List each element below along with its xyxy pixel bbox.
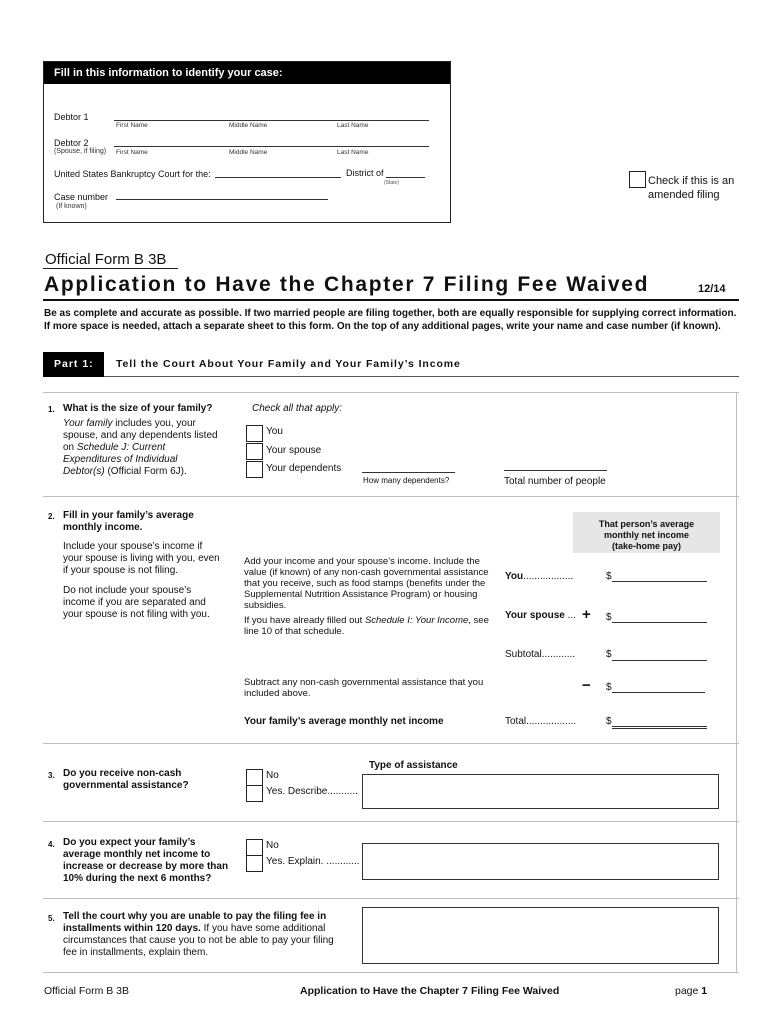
form-label-underline <box>43 268 178 269</box>
q4-question-line1: Do you expect your family’s <box>63 837 196 848</box>
footer-page <box>675 985 707 997</box>
title-rule <box>43 299 739 301</box>
you-label: You <box>266 426 283 437</box>
q2-subtract-line2: included above. <box>244 688 311 699</box>
q1-desc-on: on <box>63 442 77 453</box>
q4-no-label: No <box>266 840 279 851</box>
q2-add-line2: value (if known) of any non-cash governmental assistance <box>244 567 489 578</box>
part1-title: Tell the Court About Your Family and Your Family’s Income <box>116 358 461 370</box>
q4-yes-checkbox[interactable] <box>246 855 263 872</box>
q4-yes-label <box>266 856 360 868</box>
dependents-label: Your dependents <box>266 463 342 474</box>
q2-include-line3: if your spouse is not filing. <box>63 565 179 576</box>
part1-rule <box>104 376 739 377</box>
q4-no-checkbox[interactable] <box>246 839 263 856</box>
amended-filing-checkbox[interactable] <box>629 171 646 188</box>
q2-include-line1: Include your spouse’s income if <box>63 541 203 552</box>
form-label: Official Form B 3B <box>45 251 167 268</box>
total-dots: .................. <box>526 716 577 727</box>
state-hint: (State) <box>384 180 400 186</box>
q1-desc-form: (Official Form 6J). <box>104 466 187 477</box>
total-label <box>505 716 576 728</box>
q5-question-line3: circumstances that cause you to not be able to pay your filing <box>63 935 334 946</box>
minus-sign: − <box>582 677 591 694</box>
q2-schedule-post: , see <box>468 615 489 626</box>
q5-question-rest: If you have some additional <box>200 923 326 934</box>
subtotal-dots: ............ <box>541 649 576 660</box>
district-field[interactable] <box>386 177 425 178</box>
you-income-dots: .................. <box>523 571 574 582</box>
footer-page-label: page <box>675 985 699 997</box>
unable-to-pay-explanation-box[interactable] <box>362 907 719 964</box>
income-change-explanation-box[interactable] <box>362 843 719 880</box>
q5-number: 5. <box>48 914 55 923</box>
you-income-word: You <box>505 571 524 582</box>
spouse-income-field[interactable] <box>612 622 707 623</box>
subtotal-dollar-sign: $ <box>606 649 612 660</box>
total-word: Total <box>505 716 527 727</box>
q2-schedule-line1 <box>244 615 489 627</box>
total-people-field[interactable] <box>504 470 607 471</box>
spouse-income-word: Your spouse <box>505 610 565 621</box>
debtor1-middle-name-hint: Middle Name <box>229 122 268 129</box>
spouse-checkbox[interactable] <box>246 443 263 460</box>
q2-schedule-em: Schedule I: Your Income <box>364 615 469 626</box>
q1-question: What is the size of your family? <box>63 403 213 414</box>
q5-question-line1: Tell the court why you are unable to pay the filing fee in <box>63 911 327 922</box>
part1-label: Part 1: <box>43 352 104 377</box>
how-many-dependents-field[interactable] <box>362 472 455 473</box>
q5-right-rule <box>736 898 737 972</box>
q3-yes-checkbox[interactable] <box>246 785 263 802</box>
q3-number: 3. <box>48 771 55 780</box>
q3-top-rule <box>43 743 739 744</box>
debtor1-name-field[interactable] <box>114 120 429 121</box>
q4-question-line3: increase or decrease by more than <box>63 861 229 872</box>
q2-add-line5: subsidies. <box>244 600 287 611</box>
debtor1-last-name-hint: Last Name <box>337 122 369 129</box>
net-income-header-line3: (take-home pay) <box>611 541 682 551</box>
q4-number: 4. <box>48 840 55 849</box>
q3-question-line1: Do you receive non-cash <box>63 768 182 779</box>
q3-yes-label <box>266 786 358 798</box>
plus-sign: + <box>582 606 591 623</box>
footer-title: Application to Have the Chapter 7 Filing Fee Waived <box>300 985 560 997</box>
type-of-assistance-header: Type of assistance <box>369 760 458 771</box>
dependents-checkbox[interactable] <box>246 461 263 478</box>
q3-yes-dots: ........... <box>327 786 358 797</box>
you-dollar-sign: $ <box>606 571 612 582</box>
court-field[interactable] <box>215 177 341 178</box>
q2-add-line3: that you receive, such as food stamps (benefits under the <box>244 578 486 589</box>
q3-no-checkbox[interactable] <box>246 769 263 786</box>
q2-top-rule <box>43 496 739 497</box>
spouse-income-dots: ... <box>567 610 576 621</box>
debtor2-first-name-hint: First Name <box>116 149 148 156</box>
total-dollar-sign: $ <box>606 716 612 727</box>
net-income-header-line2: monthly net income <box>603 530 689 540</box>
q4-yes-word: Yes. Explain. <box>266 856 324 867</box>
q2-question-line1: Fill in your family’s average <box>63 510 194 521</box>
debtor2-label: Debtor 2 <box>54 138 89 148</box>
assistance-description-box[interactable] <box>362 774 719 809</box>
amended-filing-label-line1: Check if this is an <box>648 175 735 187</box>
case-number-sub-label: (If known) <box>56 203 87 210</box>
spouse-income-label <box>505 610 576 622</box>
case-number-label: Case number <box>54 192 109 202</box>
debtor2-last-name-hint: Last Name <box>337 149 369 156</box>
debtor2-sub-label: (Spouse, if filing) <box>54 148 107 155</box>
form-date: 12/14 <box>698 283 726 295</box>
subtotal-word: Subtotal <box>505 649 542 660</box>
q2-question-line2: monthly income. <box>63 522 143 533</box>
q4-question-line2: average monthly net income to <box>63 849 211 860</box>
you-income-label <box>505 571 573 583</box>
net-income-label: Your family’s average monthly net income <box>244 716 444 727</box>
q3-no-label: No <box>266 770 279 781</box>
q4-yes-dots: ............ <box>326 856 360 867</box>
q4-right-rule <box>736 821 737 898</box>
check-all-label: Check all that apply: <box>252 403 343 414</box>
q2-subtract-line1: Subtract any non-cash governmental assistance that you <box>244 677 484 688</box>
subtotal-field[interactable] <box>612 660 707 661</box>
q2-include-line2: your spouse is living with you, even <box>63 553 220 564</box>
q1-top-rule <box>43 392 739 393</box>
subtract-dollar-sign: $ <box>606 682 612 693</box>
q4-top-rule <box>43 821 739 822</box>
case-identification-header: Fill in this information to identify your case: <box>44 62 450 84</box>
q1-description-line3 <box>63 442 165 454</box>
q5-question-line2 <box>63 923 325 935</box>
debtor1-label: Debtor 1 <box>54 112 89 122</box>
q5-top-rule <box>43 898 739 899</box>
q1-description-line2: spouse, and any dependents listed <box>63 430 218 441</box>
you-income-field[interactable] <box>612 581 707 582</box>
debtor2-middle-name-hint: Middle Name <box>229 149 268 156</box>
page-title: Application to Have the Chapter 7 Filing Fee Waived <box>44 273 650 296</box>
amended-filing-label-line2: amended filing <box>648 189 720 201</box>
q1-desc-debtors: Debtor(s) <box>63 466 105 477</box>
q3-right-rule <box>736 743 737 821</box>
net-income-header-line1: That person’s average <box>598 519 695 529</box>
q2-exclude-line3: your spouse is not filing with you. <box>63 609 210 620</box>
q2-number: 2. <box>48 512 55 521</box>
how-many-dependents-label: How many dependents? <box>363 476 450 485</box>
instructions: Be as complete and accurate as possible. If two married people are filing together, both are equally responsible for supplying correct information. If more space is needed, attach a separate sheet to this form. On the top of any additional pages, write your name and case number (if known). <box>44 308 737 332</box>
q1-desc-rest: includes you, your <box>112 418 196 429</box>
q1-description-line1 <box>63 418 196 430</box>
q3-question-line2: governmental assistance? <box>63 780 189 791</box>
q2-add-line1: Add your income and your spouse’s income. Include the <box>244 556 480 567</box>
total-income-field[interactable] <box>612 726 707 729</box>
q5-bottom-rule <box>43 972 739 973</box>
spouse-label: Your spouse <box>266 445 322 456</box>
spouse-dollar-sign: $ <box>606 612 612 623</box>
footer-form-label: Official Form B 3B <box>44 985 129 997</box>
case-number-field[interactable] <box>116 199 328 200</box>
q2-schedule-pre: If you have already filled out <box>244 615 365 626</box>
q1-right-rule <box>736 392 737 496</box>
q1-number: 1. <box>48 405 55 414</box>
you-checkbox[interactable] <box>246 425 263 442</box>
subtotal-label <box>505 649 575 661</box>
q5-question-bold: installments within 120 days. <box>63 923 201 934</box>
court-label: United States Bankruptcy Court for the: <box>54 169 211 179</box>
q2-add-line4: Supplemental Nutrition Assistance Program) or housing <box>244 589 478 600</box>
q1-desc-schedule: Schedule J: Current <box>76 442 166 453</box>
subtract-assistance-field[interactable] <box>612 692 705 693</box>
q5-question-line4: fee in installments, explain them. <box>63 947 209 958</box>
q1-description-line4: Expenditures of Individual <box>63 454 178 465</box>
q2-schedule-line2: line 10 of that schedule. <box>244 626 345 637</box>
district-label: District of <box>346 168 384 178</box>
q2-exclude-line1: Do not include your spouse’s <box>63 585 192 596</box>
q1-desc-em: Your family <box>63 418 113 429</box>
total-people-label: Total number of people <box>504 476 606 487</box>
debtor2-name-field[interactable] <box>114 146 429 147</box>
footer-page-number: 1 <box>701 985 708 997</box>
q2-right-rule <box>736 496 737 743</box>
q2-exclude-line2: income if you are separated and <box>63 597 206 608</box>
debtor1-first-name-hint: First Name <box>116 122 148 129</box>
q3-yes-word: Yes. Describe <box>266 786 328 797</box>
q1-description-line5 <box>63 466 187 478</box>
q4-question-line4: 10% during the next 6 months? <box>63 873 212 884</box>
